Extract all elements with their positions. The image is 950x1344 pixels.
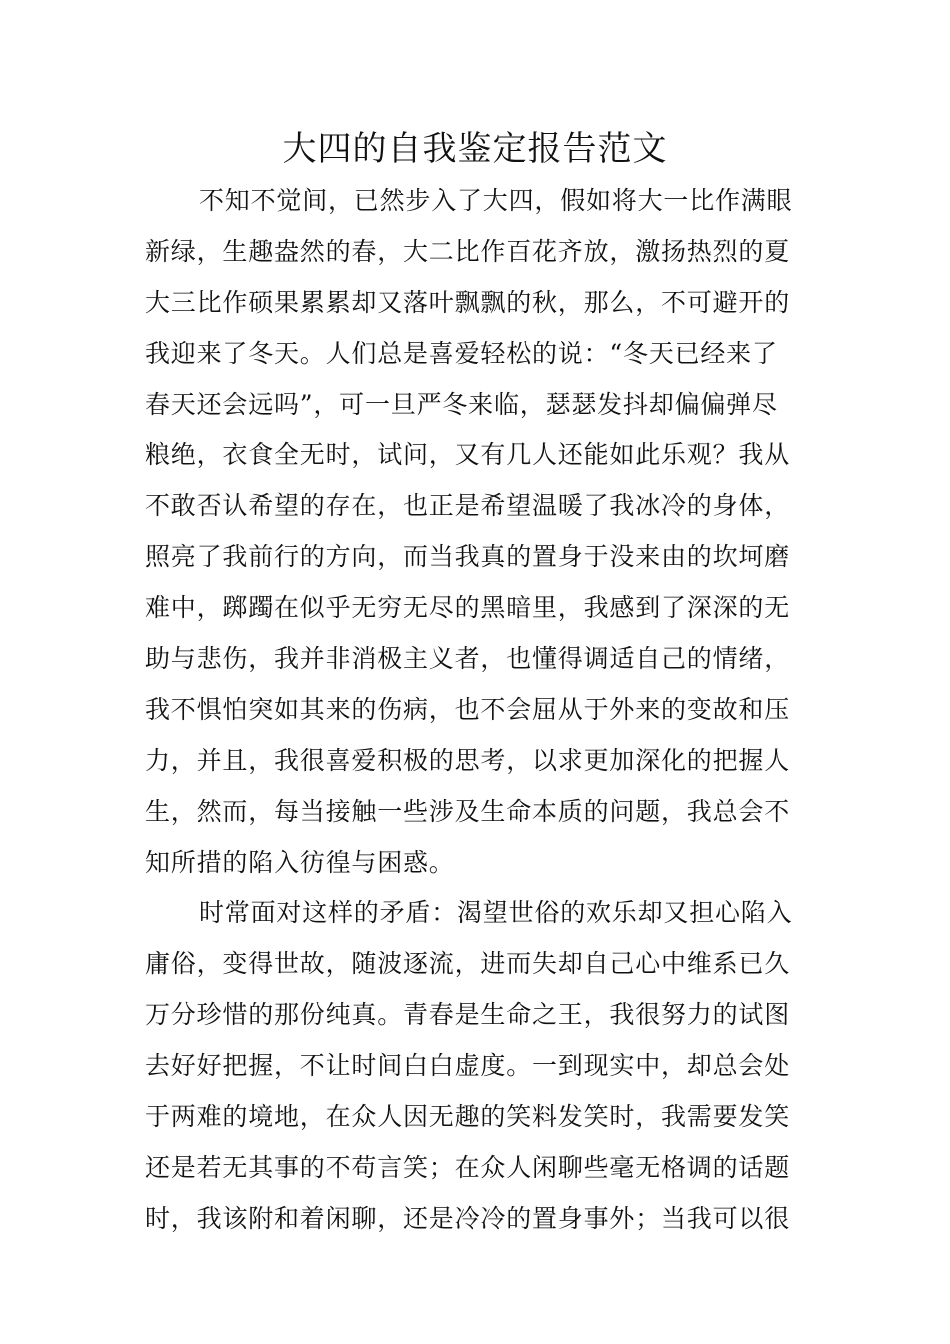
text-line: 新绿，生趣盎然的春，大二比作百花齐放，激扬热烈的夏: [145, 236, 791, 266]
text-line: 我迎来了冬天。人们总是喜爱轻松的说：“冬天已经来了: [145, 338, 778, 368]
text-line: 时，我该附和着闲聊，还是冷冷的置身事外；当我可以很: [145, 1203, 791, 1233]
text-line: 万分珍惜的那份纯真。青春是生命之王，我很努力的试图: [145, 1000, 791, 1030]
text-line: 难中，踯躅在似乎无穷无尽的黑暗里，我感到了深深的无: [145, 593, 791, 623]
paragraph-2: [145, 888, 810, 1244]
text-line: 时常面对这样的矛盾：渴望世俗的欢乐却又担心陷入: [199, 898, 793, 928]
text-line: 力，并且，我很喜爱积极的思考，以求更加深化的把握人: [145, 745, 791, 775]
text-line: 照亮了我前行的方向，而当我真的置身于没来由的坎坷磨: [145, 542, 791, 572]
text-line: 庸俗，变得世故，随波逐流，进而失却自己心中维系已久: [145, 949, 791, 979]
text-line: 去好好把握，不让时间白白虚度。一到现实中，却总会处: [145, 1051, 791, 1081]
text-line: 不知不觉间，已然步入了大四，假如将大一比作满眼: [199, 186, 793, 215]
text-line: 生，然而，每当接触一些涉及生命本质的问题，我总会不: [145, 796, 791, 826]
text-line: 大三比作硕果累累却又落叶飘飘的秋，那么，不可避开的: [145, 287, 791, 317]
paragraph-1: [145, 176, 810, 888]
text-line: 春天还会远吗”，可一旦严冬来临，瑟瑟发抖却偏偏弹尽: [145, 389, 778, 419]
document-body: [145, 176, 810, 1245]
text-line: 我不惧怕突如其来的伤病，也不会屈从于外来的变故和压: [145, 694, 791, 724]
text-line: 粮绝，衣食全无时，试问，又有几人还能如此乐观？我从: [145, 440, 791, 470]
text-line: 于两难的境地，在众人因无趣的笑料发笑时，我需要发笑: [145, 1102, 791, 1132]
text-line: 知所措的陷入彷徨与困惑。: [145, 847, 455, 877]
document-title: 大四的自我鉴定报告范文: [282, 129, 668, 169]
text-line: 不敢否认希望的存在，也正是希望温暖了我冰冷的身体，: [145, 491, 791, 521]
text-line: 助与悲伤，我并非消极主义者，也懂得调适自己的情绪，: [145, 644, 791, 674]
text-line: 还是若无其事的不苟言笑；在众人闲聊些毫无格调的话题: [145, 1152, 791, 1182]
